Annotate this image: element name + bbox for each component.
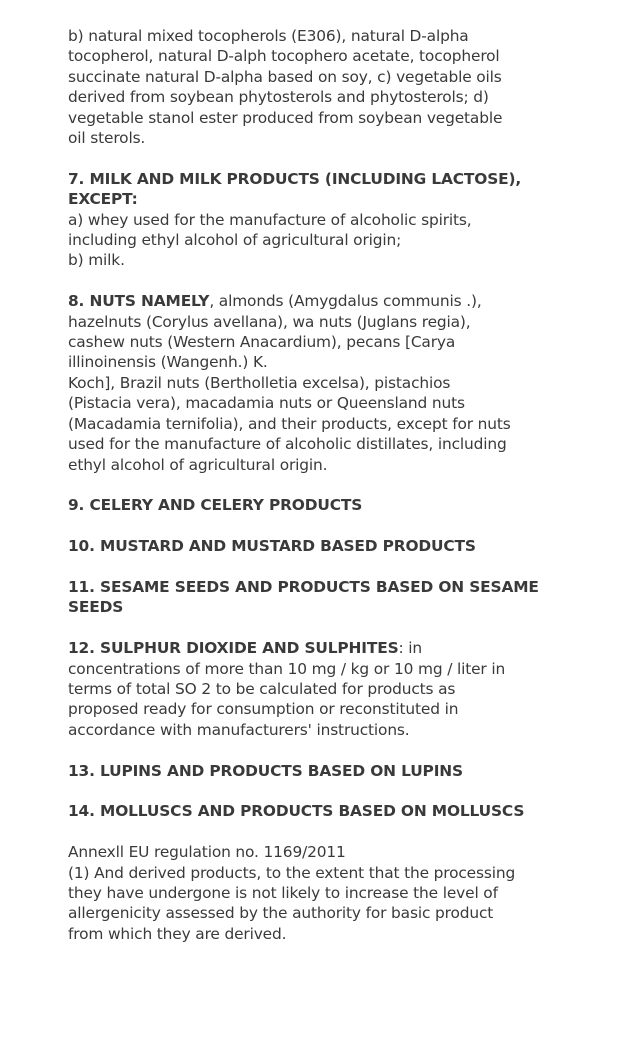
- item-8-line: Koch], Brazil nuts (Bertholletia excelsa), pistachios: [68, 373, 451, 392]
- intro-line: vegetable stanol ester produced from soybean vegetable: [68, 108, 503, 127]
- item-8-nuts: [68, 291, 560, 475]
- item-12-line: proposed ready for consumption or reconstituted in: [68, 700, 459, 719]
- item-13-lupins: [68, 761, 560, 781]
- intro-line: tocopherol, natural D-alph tocophero acetate, tocopherol: [68, 47, 500, 66]
- item-7-line: b) milk.: [68, 251, 125, 270]
- annex-line: allergenicity assessed by the authority for basic product: [68, 904, 494, 923]
- item-8-line: cashew nuts (Western Anacardium), pecans [Carya: [68, 333, 456, 352]
- annex-line: from which they are derived.: [68, 924, 287, 943]
- item-11-heading: 11. SESAME SEEDS AND PRODUCTS BASED ON SESAME: [68, 577, 539, 596]
- item-7-milk: [68, 169, 560, 271]
- intro-line: oil sterols.: [68, 129, 146, 148]
- intro-paragraph: [68, 26, 560, 148]
- item-12-line: concentrations of more than 10 mg / kg or 10 mg / liter in: [68, 659, 506, 678]
- item-11-sesame: [68, 577, 560, 618]
- annex-line: (1) And derived products, to the extent that the processing: [68, 863, 516, 882]
- intro-line: succinate natural D-alpha based on soy, c) vegetable oils: [68, 67, 502, 86]
- item-10-mustard: [68, 536, 560, 556]
- item-8-first-line: [68, 291, 560, 311]
- annex-note: [68, 842, 560, 944]
- item-12-line: accordance with manufacturers' instructions.: [68, 720, 410, 739]
- item-7-heading: 7. MILK AND MILK PRODUCTS (INCLUDING LACTOSE),: [68, 169, 522, 188]
- item-11-heading: SEEDS: [68, 598, 124, 617]
- item-8-line: (Pistacia vera), macadamia nuts or Queensland nuts: [68, 394, 465, 413]
- item-8-line: (Macadamia ternifolia), and their products, except for nuts: [68, 414, 511, 433]
- item-8-first-line-rest: , almonds (Amygdalus communis .),: [209, 292, 482, 311]
- item-12-sulphites: [68, 638, 560, 740]
- allergen-document: [68, 26, 560, 944]
- item-14-molluscs: [68, 801, 560, 821]
- item-8-line: used for the manufacture of alcoholic distillates, including: [68, 435, 507, 454]
- item-7-line: a) whey used for the manufacture of alcoholic spirits,: [68, 210, 472, 229]
- item-9-heading: 9. CELERY AND CELERY PRODUCTS: [68, 496, 363, 515]
- item-8-line: illinoinensis (Wangenh.) K.: [68, 353, 268, 372]
- item-9-celery: [68, 495, 560, 515]
- item-7-heading: EXCEPT:: [68, 190, 138, 209]
- item-8-heading: 8. NUTS NAMELY: [68, 292, 210, 311]
- item-12-first-line-rest: : in: [398, 639, 423, 658]
- item-8-line: ethyl alcohol of agricultural origin.: [68, 455, 328, 474]
- item-12-first-line: [68, 638, 560, 658]
- annex-line: Annexll EU regulation no. 1169/2011: [68, 843, 346, 862]
- item-12-line: terms of total SO 2 to be calculated for products as: [68, 679, 456, 698]
- item-13-heading: 13. LUPINS AND PRODUCTS BASED ON LUPINS: [68, 761, 463, 780]
- annex-line: they have undergone is not likely to increase the level of: [68, 883, 498, 902]
- intro-line: derived from soybean phytosterols and phytosterols; d): [68, 88, 489, 107]
- item-10-heading: 10. MUSTARD AND MUSTARD BASED PRODUCTS: [68, 537, 476, 556]
- item-14-heading: 14. MOLLUSCS AND PRODUCTS BASED ON MOLLUSCS: [68, 802, 525, 821]
- item-12-heading: 12. SULPHUR DIOXIDE AND SULPHITES: [68, 639, 399, 658]
- intro-line: b) natural mixed tocopherols (E306), natural D-alpha: [68, 27, 469, 45]
- item-8-line: hazelnuts (Corylus avellana), wa nuts (Juglans regia),: [68, 312, 471, 331]
- item-7-line: including ethyl alcohol of agricultural origin;: [68, 231, 402, 250]
